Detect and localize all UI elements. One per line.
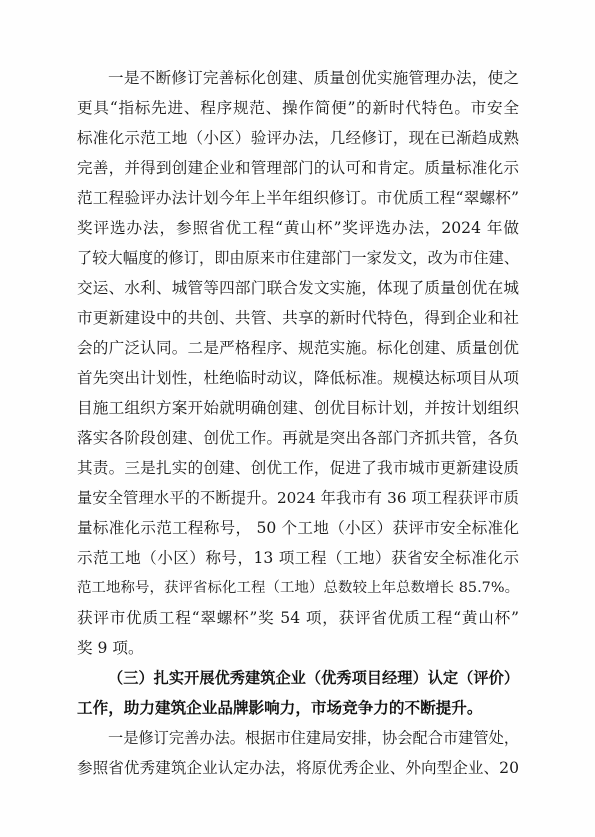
paragraph-line: 落实各阶段创建、创优工作。再就是突出各部门齐抓共管，各负 (77, 429, 519, 447)
paragraph-line: 奖评选办法，参照省优工程“黄山杯”奖评选办法，2024 年做 (77, 219, 519, 237)
paragraph-line: 完善，并得到创建企业和管理部门的认可和肯定。质量标准化示 (77, 159, 519, 177)
paragraph-line: 会的广泛认同。二是严格程序、规范实施。标化创建、质量创优 (77, 339, 519, 357)
paragraph-line: 一是不断修订完善标化创建、质量创优实施管理办法，使之 (108, 69, 519, 87)
paragraph-line: 参照省优秀建筑企业认定办法，将原优秀企业、外向型企业、20 (77, 759, 519, 777)
paragraph-line: 其责。三是扎实的创建、创优工作，促进了我市城市更新建设质 (77, 459, 519, 477)
paragraph-line: 市更新建设中的共创、共管、共享的新时代特色，得到企业和社 (77, 309, 519, 327)
paragraph-line: 交运、水利、城管等四部门联合发文实施，体现了质量创优在城 (77, 279, 519, 297)
paragraph-line: 示范工地（小区）称号，13 项工程（工地）获省安全标准化示 (77, 549, 519, 567)
section-heading-line: （三）扎实开展优秀建筑企业（优秀项目经理）认定（评价） (108, 669, 519, 687)
paragraph-line: 目施工组织方案开始就明确创建、创优目标计划，并按计划组织 (77, 399, 519, 417)
section-heading-line: 工作，助力建筑企业品牌影响力，市场竞争力的不断提升。 (77, 698, 483, 717)
paragraph-line: 一是修订完善办法。根据市住建局安排，协会配合市建管处， (108, 729, 519, 747)
paragraph-line: 了较大幅度的修订，即由原来市住建部门一家发文，改为市住建、 (77, 249, 519, 267)
paragraph-line: 更具“指标先进、程序规范、操作简便”的新时代特色。市安全 (77, 99, 519, 117)
paragraph-line: 量标准化示范工程称号， 50 个工地（小区）获评市安全标准化 (77, 519, 519, 537)
paragraph-line: 量安全管理水平的不断提升。2024 年我市有 36 项工程获评市质 (77, 489, 519, 507)
paragraph-line: 范工地称号，获评省标化工程（工地）总数较上年总数增长 85.7%。 (77, 580, 519, 596)
paragraph-line: 获评市优质工程“翠螺杯”奖 54 项，获评省优质工程“黄山杯” (77, 609, 519, 627)
paragraph-line: 范工程验评办法计划今年上半年组织修订。市优质工程“翠螺杯” (77, 189, 519, 207)
paragraph-line: 标准化示范工地（小区）验评办法，几经修订，现在已渐趋成熟 (77, 129, 519, 147)
paragraph-line: 首先突出计划性，杜绝临时动议，降低标准。规模达标项目从项 (77, 369, 519, 387)
paragraph-line: 奖 9 项。 (77, 639, 144, 657)
